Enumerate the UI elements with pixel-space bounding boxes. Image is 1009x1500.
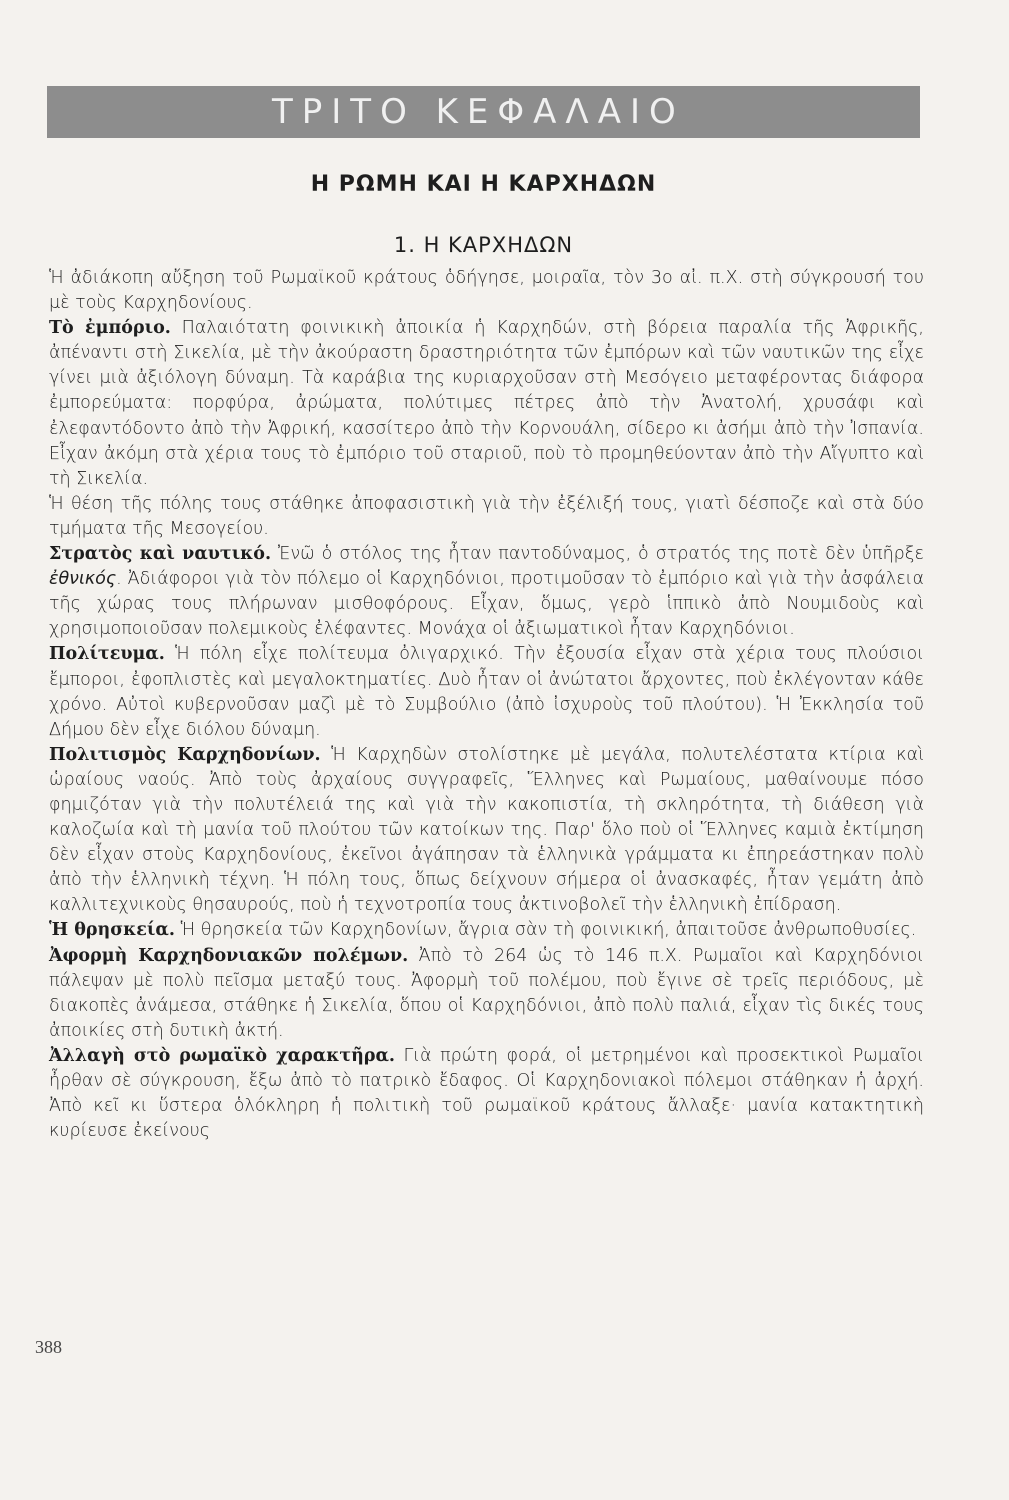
paragraph-polity <box>49 642 924 742</box>
heading-culture: Πολιτισμὸς Καρχηδονίων. <box>49 744 321 765</box>
text-army-b: . Ἀδιάφοροι γιὰ τὸν πόλεμο οἱ Καρχηδόνιοι, προτιμοῦσαν τὸ ἐμπόριο καὶ γιὰ τὴν ἀσφάλεια τῆς χώρας τους πλήρωναν μισθοφόρους. Εἶχαν, ὅμως, γερὸ ἱππικὸ ἀπὸ Νουμιδοὺς καὶ χρησιμοποιοῦσαν πολεμικοὺς ἐλέφαντες. Μονάχα οἱ ἀξιωματικοὶ ἦταν Καρχηδόνιοι. <box>49 569 924 640</box>
text-religion: Ἡ θρησκεία τῶν Καρχηδονίων, ἄγρια σὰν τὴ φοινικική, ἀπαιτοῦσε ἀνθρωποθυσίες. <box>174 920 917 941</box>
text-army-a: Ἐνῶ ὁ στόλος της ἦταν παντοδύναμος, ὁ στρατός της ποτὲ δὲν ὑπῆρξε <box>271 544 924 565</box>
text-wars: Ἀπὸ τὸ 264 ὡς τὸ 146 π.Χ. Ρωμαῖοι καὶ Καρχηδόνιοι πάλεψαν μὲ πολὺ πεῖσμα μεταξύ τους. Ἀφορμὴ τοῦ πολέμου, ποὺ ἔγινε σὲ τρεῖς περιόδους, μὲ διακοπὲς ἀνάμεσα, στάθηκε ἡ Σικελία, ὅπου οἱ Καρχηδόνιοι, ἀπὸ πολὺ παλιά, εἶχαν τὶς δικές τους ἀποικίες στὴ δυτικὴ ἀκτή. <box>49 945 924 1041</box>
heading-religion: Ἡ θρησκεία. <box>49 920 175 941</box>
text-culture: Ἡ Καρχηδὼν στολίστηκε μὲ μεγάλα, πολυτελέστατα κτίρια καὶ ὡραίους ναούς. Ἀπὸ τοὺς ἀρχαίους συγγραφεῖς, Ἕλληνες καὶ Ρωμαίους, μαθαίνουμε πόσο φημιζόταν γιὰ τὴν πολυτέλειά της καὶ γιὰ τὴν κακοπιστία, τὴ σκληρότητα, τὴ διάθεση γιὰ καλοζωία καὶ τὴ μανία τοῦ πλούτου τῶν κατοίκων της. Παρ' ὅλο ποὺ οἱ Ἕλληνες καμιὰ ἐκτίμηση δὲν εἶχαν στοὺς Καρχηδονίους, ἐκεῖνοι ἀγάπησαν τὰ ἑλληνικὰ γράμματα κι ἐπηρεάστηκαν πολὺ ἀπὸ τὴν ἑλληνικὴ τέχνη. Ἡ πόλη τους, ὅπως δείχνουν σήμερα οἱ ἀνασκαφές, ἦταν γεμάτη ἀπὸ καλλιτεχνικοὺς θησαυρούς, ποὺ ἡ τεχνοτροπία τους ἀκτινοβολεῖ τὴν ἑλληνικὴ ἐπίδραση. <box>49 744 924 916</box>
paragraph-trade <box>49 316 924 492</box>
paragraph-change <box>49 1044 924 1144</box>
paragraph-position: Ἡ θέση τῆς πόλης τους στάθηκε ἀποφασιστικὴ γιὰ τὴν ἐξέλιξή τους, γιατὶ δέσποζε καὶ στὰ δύο τμήματα τῆς Μεσογείου. <box>49 493 924 539</box>
text-trade: Παλαιότατη φοινικικὴ ἀποικία ἡ Καρχηδών, στὴ βόρεια παραλία τῆς Ἀφρικῆς, ἀπέναντι στὴ Σικελία, μὲ τὴν ἀκούραστη δραστηριότητα τῶν ἐμπόρων καὶ τῶν ναυτικῶν της εἶχε γίνει μιὰ ἀξιόλογη δύναμη. Τὰ καράβια της κυριαρχοῦσαν στὴ Μεσόγειο μεταφέροντας διάφορα ἐμπορεύματα: πορφύρα, ἀρώματα, πολύτιμες πέτρες ἀπὸ τὴν Ἀνατολή, χρυσάφι καὶ ἐλεφαντόδοντο ἀπὸ τὴν Ἀφρική, κασσίτερο ἀπὸ τὴν Κορνουάλη, σίδερο κι ἀσήμι ἀπὸ τὴν Ἰσπανία. Εἶχαν ἀκόμη στὰ χέρια τους τὸ ἐμπόριο τοῦ σταριοῦ, ποὺ τὸ προμηθεύονταν ἀπὸ τὴν Αἴγυπτο καὶ τὴ Σικελία. <box>49 318 924 489</box>
text-polity: Ἡ πόλη εἶχε πολίτευμα ὀλιγαρχικό. Τὴν ἐξουσία εἶχαν στὰ χέρια τους πλούσιοι ἔμποροι, ἐφοπλιστὲς καὶ μεγαλοκτηματίες. Δυὸ ἦταν οἱ ἀνώτατοι ἄρχοντες, ποὺ ἐκλέγονταν κάθε χρόνο. Αὐτοὶ κυβερνοῦσαν μαζὶ μὲ τὸ Συμβούλιο (ἀπὸ ἰσχυροὺς τοῦ πλούτου). Ἡ Ἐκκλησία τοῦ Δήμου δὲν εἶχε διόλου δύναμη. <box>49 644 924 740</box>
body-text <box>49 266 924 1144</box>
paragraph-religion <box>49 918 924 943</box>
heading-army: Στρατὸς καὶ ναυτικό. <box>49 544 272 565</box>
heading-change: Ἀλλαγὴ στὸ ρωμαϊκὸ χαρακτῆρα. <box>49 1045 396 1066</box>
chapter-title: Η ΡΩΜΗ ΚΑΙ Η ΚΑΡΧΗΔΩΝ <box>310 172 657 197</box>
paragraph-wars <box>49 944 924 1044</box>
chapter-banner: ΤΡΙΤΟ ΚΕΦΑΛΑΙΟ <box>47 86 920 138</box>
section-title: 1. Η ΚΑΡΧΗΔΩΝ <box>393 233 574 257</box>
text-change: Γιὰ πρώτη φορά, οἱ μετρημένοι καὶ προσεκτικοὶ Ρωμαῖοι ἦρθαν σὲ σύγκρουση, ἔξω ἀπὸ τὸ πατρικὸ ἔδαφος. Οἱ Καρχηδονιακοὶ πόλεμοι στάθηκαν ἡ ἀρχή. Ἀπὸ κεῖ κι ὕστερα ὁλόκληρη ἡ πολιτικὴ τοῦ ρωμαϊκοῦ κράτους ἄλλαξε· μανία κατακτητικὴ κυρίευσε ἐκείνους <box>49 1045 925 1142</box>
paragraph-army <box>49 542 924 642</box>
page-number: 388 <box>35 1337 62 1357</box>
heading-polity: Πολίτευμα. <box>49 644 165 665</box>
paragraph-culture <box>49 743 924 919</box>
heading-wars: Ἀφορμὴ Καρχηδονιακῶν πολέμων. <box>49 945 409 966</box>
paragraph-intro: Ἡ ἀδιάκοπη αὔξηση τοῦ Ρωμαϊκοῦ κράτους ὁδήγησε, μοιραῖα, τὸν 3ο αἰ. π.Χ. στὴ σύγκρουσή του μὲ τοὺς Καρχηδονίους. <box>49 268 924 314</box>
heading-trade: Τὸ ἐμπόριο. <box>49 318 171 339</box>
text-army-italic: ἐθνικός <box>49 569 117 590</box>
